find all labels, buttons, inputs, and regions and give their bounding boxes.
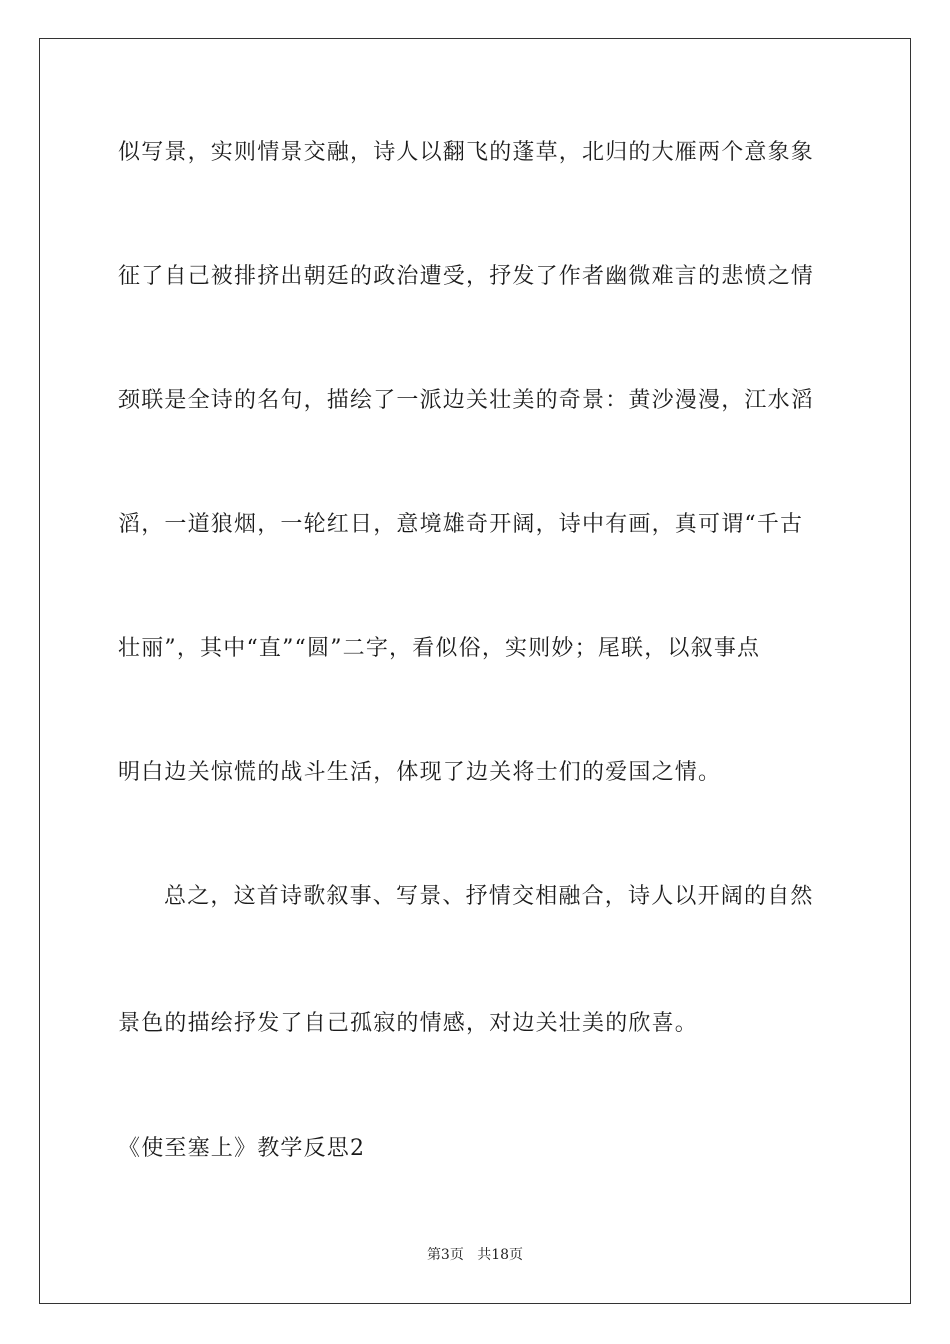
body-text-line: 景色的描绘抒发了自己孤寂的情感，对边关壮美的欣喜。 bbox=[118, 1011, 699, 1036]
page-total: 共18页 bbox=[477, 1247, 524, 1263]
body-text-line: 壮丽”，其中“直”“圆”二字，看似俗，实则妙；尾联，以叙事点 bbox=[118, 636, 761, 661]
body-text-line: 征了自己被排挤出朝廷的政治遭受，抒发了作者幽微难言的悲愤之情 bbox=[118, 264, 815, 289]
page-footer bbox=[0, 1246, 950, 1264]
page-border bbox=[39, 38, 911, 1304]
body-text-line: 颈联是全诗的名句，描绘了一派边关壮美的奇景：黄沙漫漫，江水滔 bbox=[118, 388, 815, 413]
section-heading: 《使至塞上》教学反思2 bbox=[118, 1136, 366, 1161]
body-text-line: 明白边关惊慌的战斗生活，体现了边关将士们的爱国之情。 bbox=[118, 760, 722, 785]
body-text-line: 滔，一道狼烟，一轮红日，意境雄奇开阔，诗中有画，真可谓“千古 bbox=[118, 512, 804, 537]
body-text-line: 似写景，实则情景交融，诗人以翻飞的蓬草，北归的大雁两个意象象 bbox=[118, 140, 815, 165]
page-number: 第3页 bbox=[426, 1247, 464, 1263]
paragraph-first-line: 总之，这首诗歌叙事、写景、抒情交相融合，诗人以开阔的自然 bbox=[164, 884, 814, 909]
